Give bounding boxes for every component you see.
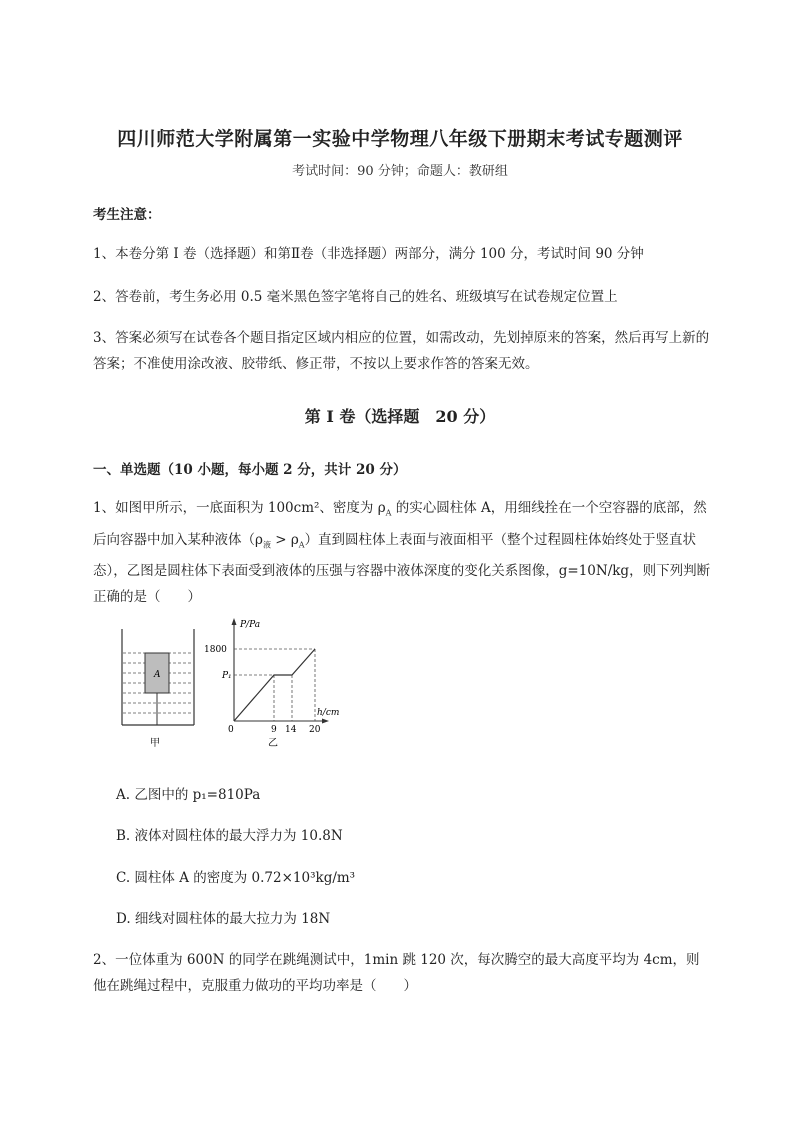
question-1-figure [118,615,358,755]
notice-item-3: 3、答案必须写在试卷各个题目指定区域内相应的位置，如需改动，先划掉原来的答案，然后再写上新的答案；不准使用涂改液、胶带纸、修正带，不按以上要求作答的答案无效。 [93,330,710,372]
option-d: D. 细线对圆柱体的最大拉力为 18N [116,911,331,927]
section-title: 第 I 卷（选择题 20 分） [304,407,496,426]
block-label: A [154,670,161,680]
option-a: A. 乙图中的 p₁=810Pa [116,787,261,803]
y-tick-1800: 1800 [204,645,227,655]
option-b: B. 液体对圆柱体的最大浮力为 10.8N [116,828,343,844]
caption-left: 甲 [150,738,160,749]
pressure-depth-graph [204,618,339,749]
pressure-curve [234,649,315,721]
notice-item-2: 2、答卷前，考生务必用 0.5 毫米黑色签字笔将自己的姓名、班级填写在试卷规定位置上 [93,289,618,305]
x-tick-20: 20 [309,725,321,735]
notice-heading: 考生注意： [93,207,161,223]
x-axis-label: h/cm [317,708,340,718]
x-tick-9: 9 [271,725,277,735]
notice-item-1: 1、本卷分第 I 卷（选择题）和第Ⅱ卷（非选择题）两部分，满分 100 分，考试时间 90 分钟 [93,246,644,262]
caption-right: 乙 [268,738,278,749]
y-axis-label: P/Pa [240,620,261,630]
question-2-text: 2、一位体重为 600N 的同学在跳绳测试中，1min 跳 120 次，每次腾空的最大高度平均为 4cm，则他在跳绳过程中，克服重力做功的平均功率是（ ） [93,952,700,994]
exam-info: 考试时间：90 分钟；命题人：教研组 [292,164,508,179]
option-c: C. 圆柱体 A 的密度为 0.72×10³kg/m³ [116,870,356,886]
y-tick-p1: P₁ [222,671,232,681]
container-diagram [122,629,194,749]
origin-label: 0 [228,725,234,735]
x-tick-14: 14 [285,725,297,735]
page-title: 四川师范大学附属第一实验中学物理八年级下册期末考试专题测评 [117,128,683,150]
part-title: 一、单选题（10 小题，每小题 2 分，共计 20 分） [93,462,407,478]
figure-svg [118,615,358,755]
question-1-text: 1、如图甲所示，一底面积为 100cm²、密度为 $\rho_A$ 的实心圆柱体 A，用细线拴在一个空容器的底部，然后向容器中加入某种液体$(\rho_液 > \rho_A)$直到圆柱体上表面与液面相平（整个过程圆柱体始终处于竖直状态），乙图是圆柱体下表面受到液体的压强与容器中液体深度的变化关系图像，g=10N/kg，则下列判断正确的是（ ） [93,500,711,606]
